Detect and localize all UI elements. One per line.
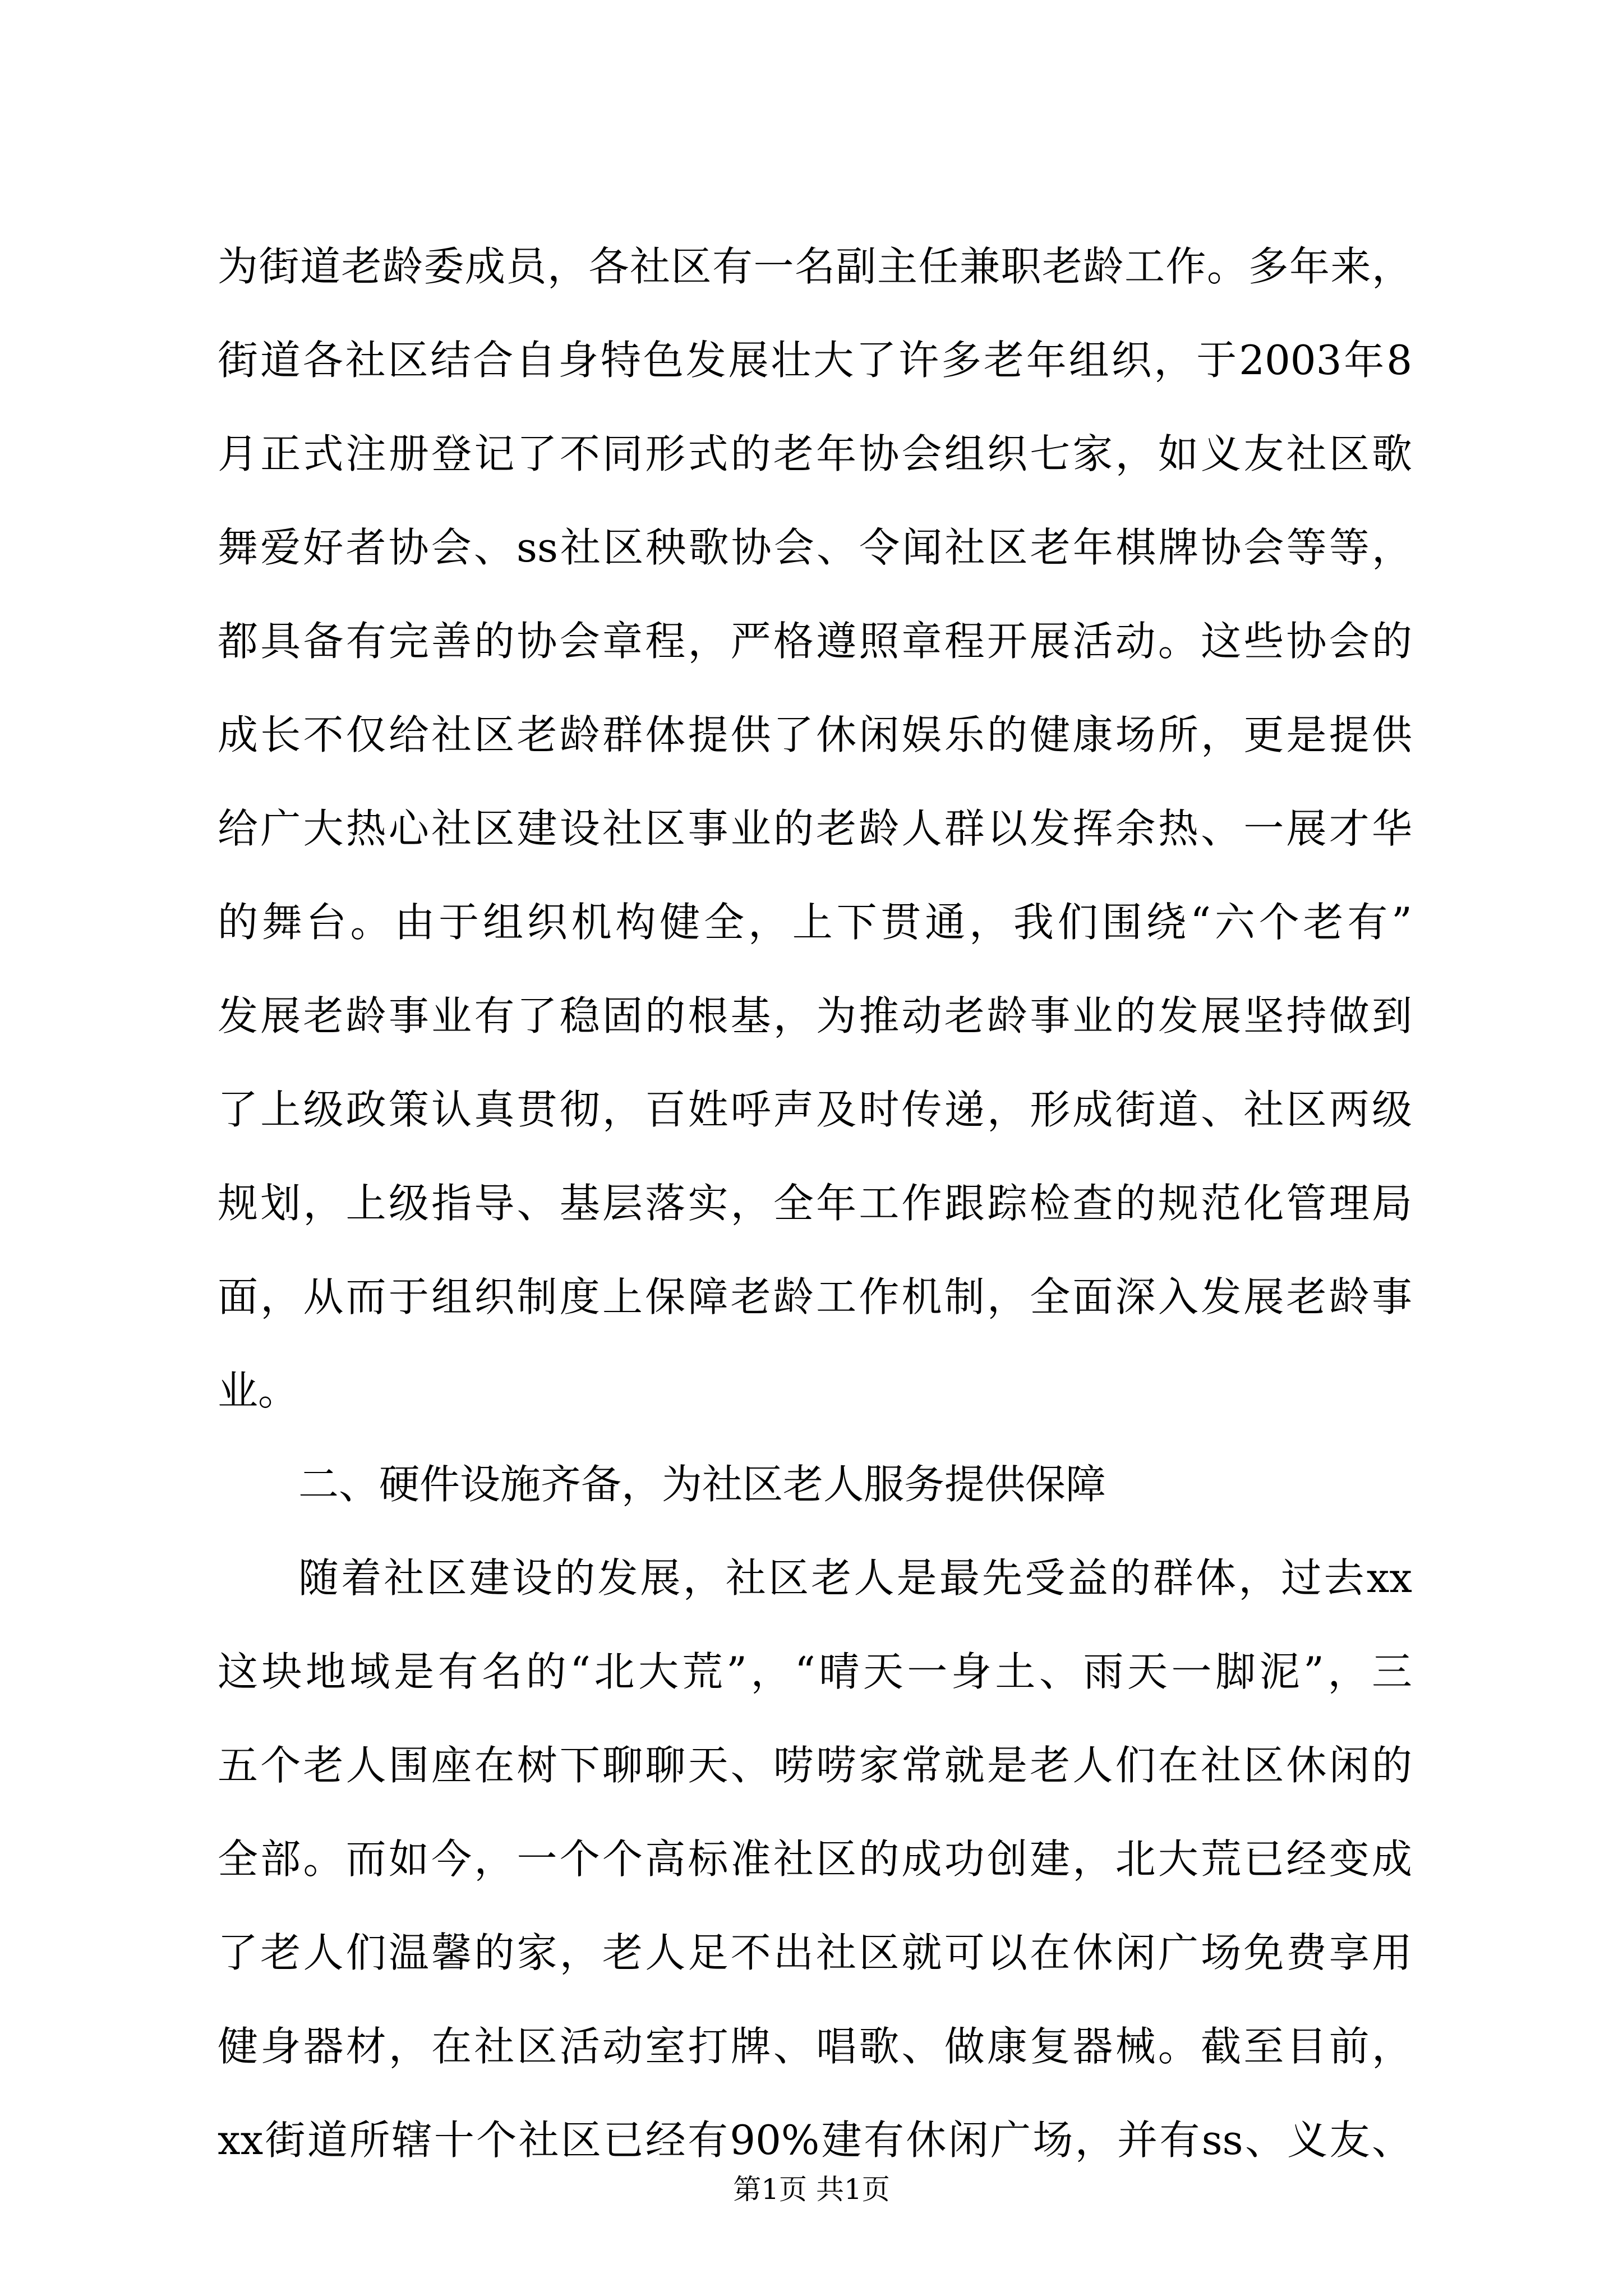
text-line: 发展老龄事业有了稳固的根基，为推动老龄事业的发展坚持做到 bbox=[218, 992, 1412, 1039]
text-line: 月正式注册登记了不同形式的老年协会组织七家，如义友社区歌 bbox=[218, 430, 1412, 477]
text-line: 了老人们温馨的家，老人足不出社区就可以在休闲广场免费享用 bbox=[218, 1929, 1412, 1976]
text-line: 规划，上级指导、基层落实，全年工作跟踪检查的规范化管理局 bbox=[218, 1180, 1412, 1227]
section-heading: 二、硬件设施齐备，为社区老人服务提供保障 bbox=[298, 1461, 1106, 1508]
text-line: 的舞台。由于组织机构健全，上下贯通，我们围绕“六个老有” bbox=[218, 899, 1412, 946]
text-line: 舞爱好者协会、ss社区秧歌协会、令闻社区老年棋牌协会等等， bbox=[218, 524, 1412, 571]
text-line: 全部。而如今，一个个高标准社区的成功创建，北大荒已经变成 bbox=[218, 1835, 1412, 1883]
text-line: 面，从而于组织制度上保障老龄工作机制，全面深入发展老龄事 bbox=[218, 1273, 1412, 1320]
text-line: 业。 bbox=[218, 1367, 299, 1414]
text-line: 街道各社区结合自身特色发展壮大了许多老年组织，于2003年8 bbox=[218, 337, 1412, 384]
text-line: 成长不仅给社区老龄群体提供了休闲娱乐的健康场所，更是提供 bbox=[218, 711, 1412, 758]
text-line: 健身器材，在社区活动室打牌、唱歌、做康复器械。截至目前， bbox=[218, 2023, 1412, 2070]
text-line: 随着社区建设的发展，社区老人是最先受益的群体，过去xx bbox=[298, 1554, 1412, 1602]
page-number-footer: 第1页 共1页 bbox=[733, 2173, 890, 2206]
text-line: 都具备有完善的协会章程，严格遵照章程开展活动。这些协会的 bbox=[218, 618, 1412, 665]
text-line: 这块地域是有名的“北大荒”，“晴天一身土、雨天一脚泥”，三 bbox=[218, 1648, 1412, 1695]
text-line: xx街道所辖十个社区已经有90%建有休闲广场，并有ss、义友、 bbox=[218, 2116, 1412, 2164]
text-line: 五个老人围座在树下聊聊天、唠唠家常就是老人们在社区休闲的 bbox=[218, 1742, 1412, 1789]
text-line: 给广大热心社区建设社区事业的老龄人群以发挥余热、一展才华 bbox=[218, 805, 1412, 852]
text-line: 为街道老龄委成员，各社区有一名副主任兼职老龄工作。多年来， bbox=[218, 243, 1412, 290]
text-line: 了上级政策认真贯彻，百姓呼声及时传递，形成街道、社区两级 bbox=[218, 1086, 1412, 1133]
